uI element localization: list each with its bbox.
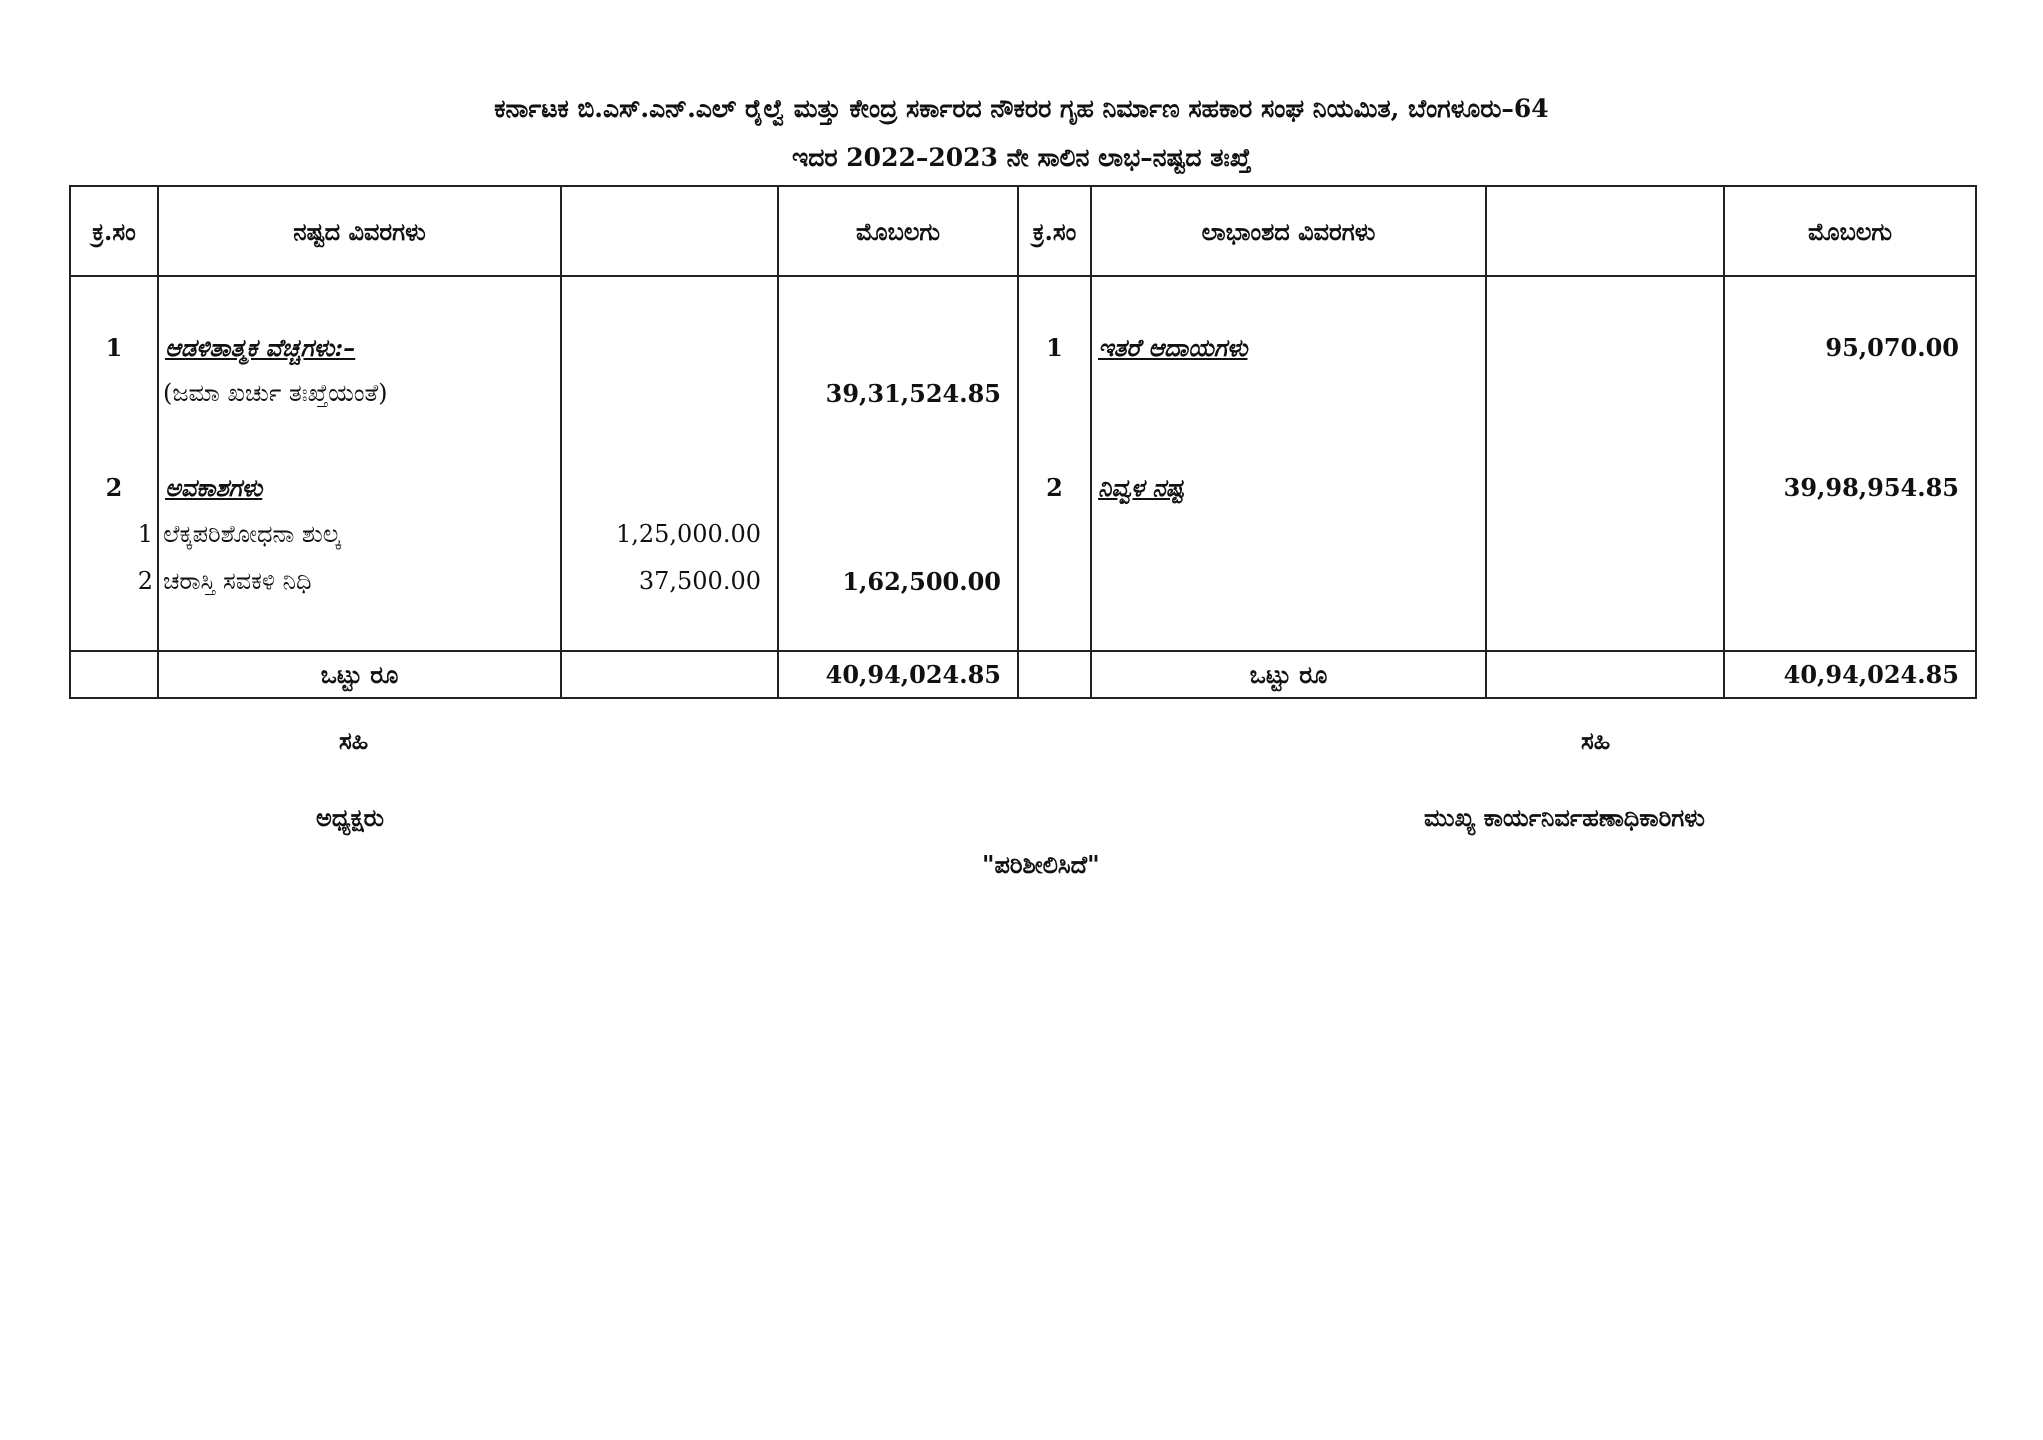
total-left-value: 40,94,024.85 <box>778 651 1018 698</box>
left-sl-cell <box>70 276 158 651</box>
document-subtitle: ಇದರ 2022–2023 ನೇ ಸಾಲಿನ ಲಾಭ–ನಷ್ಟದ ತಃಖ್ತೆ <box>791 143 1252 172</box>
total-empty-4 <box>1486 651 1724 698</box>
signature-left: ಸಹಿ <box>339 726 369 755</box>
left-amount-cell <box>778 276 1018 651</box>
table-body-row <box>70 276 1976 651</box>
left-item1-sub: (ಜಮಾ ಖರ್ಚು ತಃಖ್ತೆಯಂತೆ) <box>163 379 388 407</box>
document-title: ಕರ್ನಾಟಕ ಬಿ.ಎಸ್.ಎನ್.ಎಲ್ ರೈಲ್ವೆ ಮತ್ತು ಕೇಂದ್ರ ಸರ್ಕಾರದ ನೌಕರರ ಗೃಹ ನಿರ್ಮಾಣ ಸಹಕಾರ ಸಂಘ ನಿಯಮಿತ, ಬೆಂಗಳೂರು–64 <box>494 94 1549 123</box>
header-empty-right <box>1486 186 1724 276</box>
header-amount-left: ಮೊಬಲಗು <box>778 186 1018 276</box>
signature-right: ಸಹಿ <box>1581 726 1611 755</box>
total-empty-1 <box>70 651 158 698</box>
total-empty-3 <box>1018 651 1091 698</box>
header-loss-details: ನಷ್ಟದ ವಿವರಗಳು <box>158 186 561 276</box>
right-subvalue-cell <box>1486 276 1724 651</box>
verified-label: "ಪರಿಶೀಲಿಸಿದೆ" <box>982 850 1100 879</box>
totals-row <box>70 651 1976 698</box>
header-sl-left: ಕ್ರ.ಸಂ <box>70 186 158 276</box>
right-sl-cell <box>1018 276 1091 651</box>
total-empty-2 <box>561 651 778 698</box>
header-empty-left <box>561 186 778 276</box>
total-right-label: ಒಟ್ಟು ರೂ <box>1091 651 1486 698</box>
left-item2-amount: 1,62,500.00 <box>842 567 1001 596</box>
total-left-label: ಒಟ್ಟು ರೂ <box>158 651 561 698</box>
right-amount-cell <box>1724 276 1976 651</box>
left-item2-no: 2 <box>105 473 123 502</box>
table-header-row <box>70 186 1976 276</box>
total-right-value: 40,94,024.85 <box>1724 651 1976 698</box>
right-item2-amount: 39,98,954.85 <box>1783 473 1959 502</box>
left-sub1-value: 1,25,000.00 <box>615 520 761 548</box>
right-item1-title: ಇತರೆ ಆದಾಯಗಳು <box>1098 333 1248 362</box>
left-sub1-no: 1 <box>137 520 153 548</box>
left-item2-title: ಅವಕಾಶಗಳು <box>165 473 263 502</box>
right-details-cell <box>1091 276 1486 651</box>
left-sub2-no: 2 <box>137 567 153 595</box>
left-item1-amount: 39,31,524.85 <box>825 379 1001 408</box>
left-sub2-value: 37,500.00 <box>638 567 761 595</box>
header-sl-right: ಕ್ರ.ಸಂ <box>1018 186 1091 276</box>
left-details-cell <box>158 276 561 651</box>
ceo-label: ಮುಖ್ಯ ಕಾರ್ಯನಿರ್ವಹಣಾಧಿಕಾರಿಗಳು <box>1424 803 1705 832</box>
right-item2-title: ನಿವ್ವಳ ನಷ್ಟ <box>1098 473 1184 502</box>
left-item1-no: 1 <box>105 333 123 362</box>
header-profit-details: ಲಾಭಾಂಶದ ವಿವರಗಳು <box>1091 186 1486 276</box>
right-item2-no: 2 <box>1046 473 1063 502</box>
left-sub2-label: ಚರಾಸ್ತಿ ಸವಕಳಿ ನಿಧಿ <box>163 567 312 595</box>
header-amount-right: ಮೊಬಲಗು <box>1724 186 1976 276</box>
president-label: ಅಧ್ಯಕ್ಷರು <box>316 803 384 832</box>
left-sub1-label: ಲೆಕ್ಕಪರಿಶೋಧನಾ ಶುಲ್ಕ <box>163 520 341 548</box>
right-item1-amount: 95,070.00 <box>1825 333 1959 362</box>
left-item1-title: ಆಡಳಿತಾತ್ಮಕ ವೆಚ್ಚಗಳು:– <box>165 333 356 362</box>
profit-loss-table <box>69 185 1977 699</box>
left-subvalue-cell <box>561 276 778 651</box>
right-item1-no: 1 <box>1046 333 1063 362</box>
